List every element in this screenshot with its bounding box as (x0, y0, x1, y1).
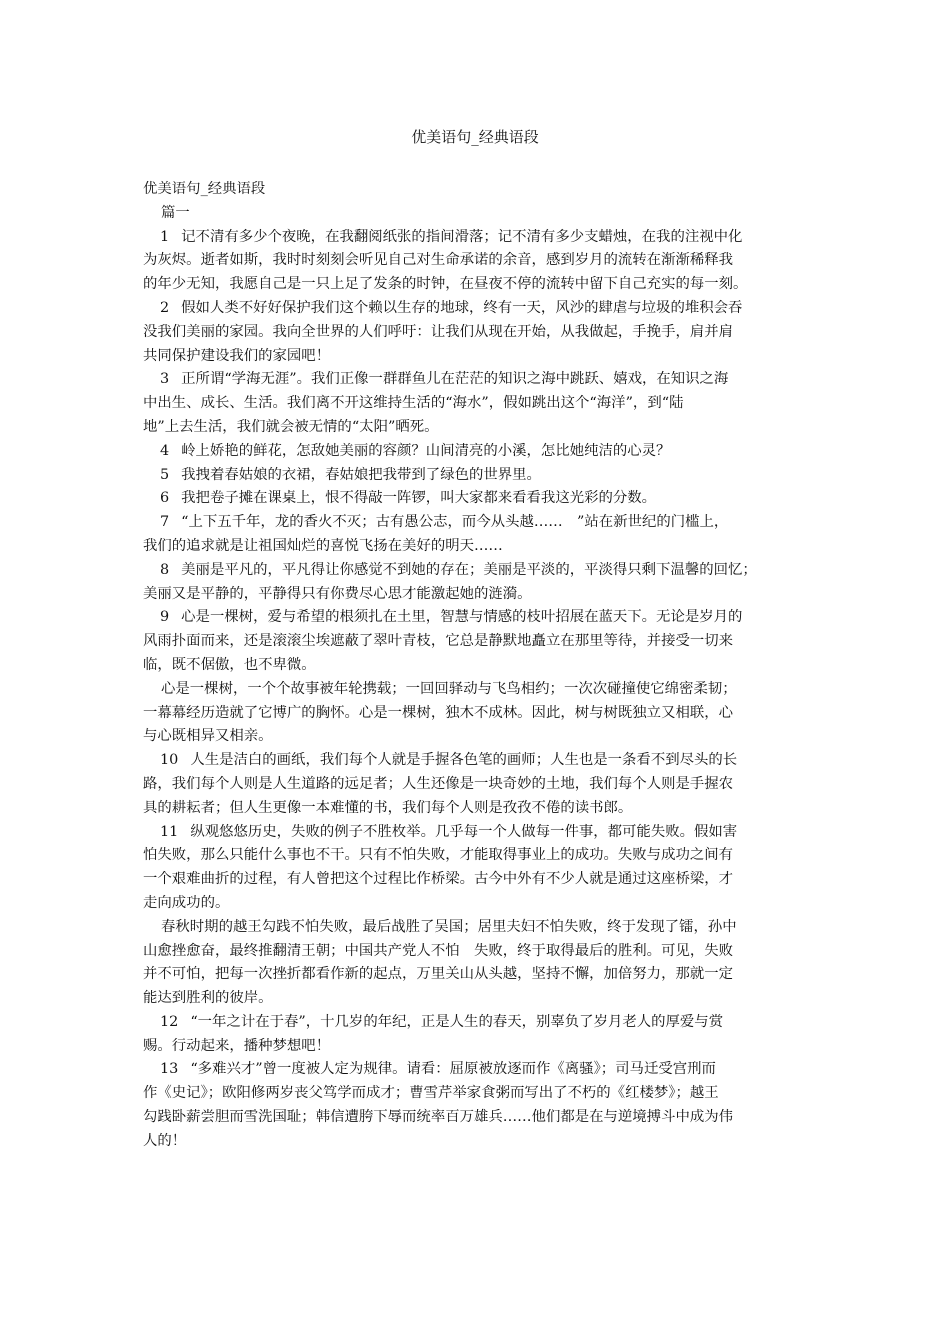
item-number: 1 (160, 228, 170, 245)
line-text: “上下五千年，龙的香火不灭；古有愚公志，而今从头越…… ”站在新世纪的门槛上， (181, 514, 729, 531)
paragraph-9-continued (143, 678, 813, 749)
paragraph-11-continued (143, 916, 813, 1011)
item-number: 13 (160, 1061, 179, 1078)
line-text: “一年之计在于春”，十几岁的年纪，正是人生的春天，别辜负了岁月老人的厚爱与赏 (190, 1013, 724, 1030)
item-list (143, 1011, 813, 1154)
line-text: 为灰烬。逝者如斯，我时时刻刻会听见自己对生命承诺的余音，感到岁月的流转在渐渐稀释我 (143, 252, 734, 269)
line-text: 记不清有多少个夜晚，在我翻阅纸张的指间滑落；记不清有多少支蜡烛，在我的注视中化 (181, 228, 743, 245)
item-number: 12 (160, 1013, 179, 1030)
list-item (143, 487, 813, 511)
line-text: 风雨扑面而来，还是滚滚尘埃遮蔽了翠叶青枝，它总是静默地矗立在那里等待，并接受一切来 (143, 633, 734, 650)
item-number: 10 (160, 752, 179, 769)
text-line (143, 297, 813, 321)
text-line (143, 368, 813, 392)
text-line (143, 654, 813, 678)
text-line: 能达到胜利的彼岸。 (143, 990, 273, 1007)
text-line (143, 630, 813, 654)
line-text: 我把卷子摊在课桌上，恨不得敲一阵锣，叫大家都来看看我这光彩的分数。 (181, 490, 657, 507)
line-text: 赐。行动起来，播种梦想吧！ (143, 1037, 331, 1054)
list-item (143, 368, 813, 439)
item-number: 6 (160, 490, 170, 507)
text-line: 与心既相异又相亲。 (143, 728, 273, 745)
text-line (143, 749, 813, 773)
text-line (143, 273, 813, 297)
line-text: 路，我们每个人则是人生道路的远足者；人生还像是一块奇妙的土地，我们每个人则是手握农 (143, 775, 734, 792)
line-text: 临，既不倨傲，也不卑微。 (143, 656, 316, 673)
item-list (143, 749, 813, 916)
line-text: 美丽是平凡的，平凡得让你感觉不到她的存在；美丽是平淡的，平淡得只剩下温馨的回忆； (181, 561, 757, 578)
list-item (143, 559, 813, 607)
text-line (143, 226, 813, 250)
text-line: 春秋时期的越王勾践不怕失败，最后战胜了吴国；居里夫妇不怕失败，终于发现了镭，孙中 (161, 918, 737, 935)
list-item (143, 606, 813, 677)
list-item (143, 1011, 813, 1059)
line-text: 走向成功的。 (143, 894, 230, 911)
item-number: 8 (160, 561, 170, 578)
list-item (143, 749, 813, 820)
line-text: 正所谓“学海无涯”。我们正像一群群鱼儿在茫茫的知识之海中跳跃、嬉戏，在知识之海 (181, 371, 729, 388)
text-line (143, 1130, 813, 1154)
line-text: 共同保护建设我们的家园吧！ (143, 347, 331, 364)
text-line (143, 345, 813, 369)
line-text: 假如人类不好好保护我们这个赖以生存的地球，终有一天，风沙的肆虐与垃圾的堆积会吞 (181, 299, 743, 316)
text-line (143, 511, 813, 535)
list-item (143, 297, 813, 368)
list-item (143, 464, 813, 488)
text-line (143, 487, 813, 511)
list-item (143, 226, 813, 297)
text-line (143, 440, 813, 464)
item-list (143, 226, 813, 678)
text-line (143, 321, 813, 345)
line-text: 一个艰难曲折的过程，有人曾把这个过程比作桥梁。古今中外有不少人就是通过这座桥梁，才 (143, 871, 734, 888)
line-text: 我们的追求就是让祖国灿烂的喜悦飞扬在美好的明天…… (143, 537, 503, 554)
text-line (143, 773, 813, 797)
text-line (143, 583, 813, 607)
item-number: 5 (160, 466, 170, 483)
text-line (143, 1106, 813, 1130)
text-line: 山愈挫愈奋，最终推翻清王朝；中国共产党人不怕 失败，终于取得最后的胜利。可见，失败 (143, 942, 734, 959)
line-text: 地”上去生活，我们就会被无情的“太阳”晒死。 (143, 418, 439, 435)
line-text: 心是一棵树，爱与希望的根须扎在土里，智慧与情感的枝叶招展在蓝天下。无论是岁月的 (181, 609, 743, 626)
text-line (143, 416, 813, 440)
item-number: 9 (160, 609, 170, 626)
item-number: 11 (160, 823, 179, 840)
text-line (143, 606, 813, 630)
line-text: “多难兴才”曾一度被人定为规律。请看：屈原被放逐而作《离骚》；司马迁受宫刑而 (190, 1061, 716, 1078)
line-text: 岭上娇艳的鲜花，怎敌她美丽的容颜？山间清亮的小溪，怎比她纯洁的心灵？ (181, 442, 671, 459)
text-line: 一幕幕经历造就了它博广的胸怀。心是一棵树，独木不成林。因此，树与树既独立又相联，心 (143, 704, 734, 721)
text-line (143, 1082, 813, 1106)
text-line (143, 464, 813, 488)
item-number: 2 (160, 299, 170, 316)
text-line (143, 392, 813, 416)
text-line (143, 868, 813, 892)
line-text: 的年少无知，我愿自己是一只上足了发条的时钟，在昼夜不停的流转中留下自己充实的每一刻。 (143, 276, 748, 293)
text-line (143, 535, 813, 559)
line-text: 没我们美丽的家园。我向全世界的人们呼吁：让我们从现在开始，从我做起，手挽手，肩并肩 (143, 323, 734, 340)
line-text: 具的耕耘者；但人生更像一本难懂的书，我们每个人则是孜孜不倦的读书郎。 (143, 799, 633, 816)
subtitle: 优美语句_经典语段 (143, 181, 266, 197)
item-number: 3 (160, 371, 170, 388)
document-body (143, 178, 813, 1154)
item-number: 4 (160, 442, 170, 459)
line-text: 纵观悠悠历史，失败的例子不胜枚举。几乎每一个人做每一件事，都可能失败。假如害 (190, 823, 738, 840)
text-line (143, 1058, 813, 1082)
list-item (143, 821, 813, 916)
line-text: 人生是洁白的画纸，我们每个人就是手握各色笔的画师；人生也是一条看不到尽头的长 (190, 752, 738, 769)
text-line: 并不可怕，把每一次挫折都看作新的起点，万里关山从头越，坚持不懈，加倍努力，那就一定 (143, 966, 734, 983)
text-line (143, 797, 813, 821)
list-item (143, 440, 813, 464)
list-item (143, 1058, 813, 1153)
line-text: 我拽着春姑娘的衣裙，春姑娘把我带到了绿色的世界里。 (181, 466, 541, 483)
text-line (143, 559, 813, 583)
text-line (143, 892, 813, 916)
item-number: 7 (160, 514, 170, 531)
text-line (143, 249, 813, 273)
text-line (143, 844, 813, 868)
line-text: 人的！ (143, 1132, 187, 1149)
text-line (143, 821, 813, 845)
text-line (143, 1035, 813, 1059)
document-title: 优美语句_经典语段 (411, 128, 539, 146)
line-text: 勾践卧薪尝胆而雪洗国耻；韩信遭胯下辱而统率百万雄兵……他们都是在与逆境搏斗中成为伟 (143, 1109, 734, 1126)
line-text: 中出生、成长、生活。我们离不开这维持生活的“海水”，假如跳出这个“海洋”，到“陆 (143, 395, 684, 412)
line-text: 美丽又是平静的，平静得只有你费尽心思才能激起她的涟漪。 (143, 585, 532, 602)
line-text: 作《史记》；欧阳修两岁丧父笃学而成才；曹雪芹举家食粥而写出了不朽的《红楼梦》；越王 (143, 1085, 719, 1102)
text-line: 心是一棵树，一个个故事被年轮携载；一回回驿动与飞鸟相约；一次次碰撞使它绵密柔韧； (161, 680, 737, 697)
text-line (143, 1011, 813, 1035)
section-label: 篇一 (161, 204, 190, 221)
list-item (143, 511, 813, 559)
line-text: 怕失败，那么只能什么事也不干。只有不怕失败，才能取得事业上的成功。失败与成功之间有 (143, 847, 734, 864)
